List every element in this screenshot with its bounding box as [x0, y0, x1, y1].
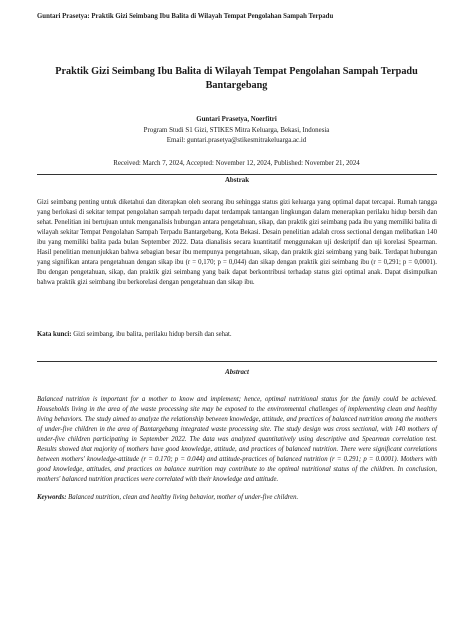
section-divider-middle	[37, 361, 437, 362]
author-affiliation-block	[40, 126, 433, 146]
keywords	[37, 493, 437, 503]
author-affiliation: Program Studi S1 Gizi, STIKES Mitra Keluarga, Bekasi, Indonesia	[143, 127, 330, 134]
kata-kunci	[37, 330, 437, 340]
section-divider-top	[37, 174, 437, 175]
kata-kunci-value: Gizi seimbang, ibu balita, perilaku hidup bersih dan sehat.	[73, 331, 232, 338]
keywords-label: Keywords:	[37, 494, 67, 501]
abstract-heading: Abstract	[225, 369, 249, 376]
running-head: Guntari Prasetya: Praktik Gizi Seimbang Ibu Balita di Wilayah Tempat Pengolahan Sampah Terpadu	[37, 13, 334, 20]
kata-kunci-label: Kata kunci:	[37, 331, 72, 338]
article-title: Praktik Gizi Seimbang Ibu Balita di Wilayah Tempat Pengolahan Sampah Terpadu Bantargebang	[55, 66, 418, 91]
abstrak-body: Gizi seimbang penting untuk diketahui dan diterapkan oleh seorang ibu sehingga status gizi keluarga yang optimal dapat tercapai. Rumah tangga yang berlokasi di sekitar tempat pengolahan sampah terpadu dapat terdampak tantangan lingkungan dalam menerapkan perilaku hidup bersih dan sehat. Penelitian ini bertujuan untuk menganalisis hubungan antara pengetahuan, sikap, dan praktik gizi seimbang pada ibu yang memiliki balita di wilayah sekitar Tempat Pengolahan Sampah Terpadu Bantargebang, Kota Bekasi. Desain penelitian adalah cross sectional dengan melibatkan 140 ibu yang memiliki balita pada bulan September 2022. Data dianalisis secara kuantitatif menggunakan uji deskriptif dan uji korelasi Spearman. Hasil penelitian menunjukkan bahwa sebagian besar ibu mempunya pengetahuan, sikap, dan praktik gizi seimbang yang baik. Terdapat hubungan yang signifikan antara pengetahuan dengan sikap ibu (r = 0,170; p = 0,044) dan sikap dengan praktik gizi seimbang ibu (r = 0,291; p = 0,0001). Ibu dengan pengetahuan, sikap, dan praktik gizi seimbang yang baik dapat berkontribusi terhadap status gizi optimal anak. Dapat disimpulkan bahwa praktik gizi seimbang ibu berkorelasi dengan pengetahuan dan sikap ibu.	[37, 199, 437, 286]
publication-dates: Received: March 7, 2024, Accepted: November 12, 2024, Published: November 21, 2024	[113, 160, 360, 167]
keywords-value: Balanced nutrition, clean and healthy living behavior, mother of under-five children.	[68, 494, 299, 501]
abstrak-heading: Abstrak	[224, 177, 250, 184]
abstract-body: Balanced nutrition is important for a mother to know and implement; hence, optimal nutritional status for the family could be achieved. Households living in the area of the waste processing site may be exposed to the environmental challenges of implementing clean and healthy living behaviors. The study aimed to analyze the relationship between knowledge, attitude, and practices of balanced nutrition among the mothers of under-five children in the area of Bantargebang integrated waste processing site. The study design was cross sectional, with 140 mothers of under-five children participating in September 2022. The data was analyzed quantitatively using descriptive and Spearman correlation test. Results showed that majority of mothers have good knowledge, attitude, and practices of balanced nutrition. There were significant correlations between mothers' knowledge-attitude (r = 0.170; p = 0.044) and attitude-practices of balanced nutrition (r = 0.291; p = 0.0001). Mothers with good knowledge, attitudes, and practices on balance nutrition may contribute to the optimal nutritional status of the children. In conclusion, mothers' balanced nutrition practices were correlated with their knowledge and attitude.	[37, 396, 437, 483]
author-email: Email: guntari.prasetya@stikesmitrakeluarga.ac.id	[166, 137, 307, 144]
article-authors: Guntari Prasetya, Noerfitri	[196, 116, 277, 123]
